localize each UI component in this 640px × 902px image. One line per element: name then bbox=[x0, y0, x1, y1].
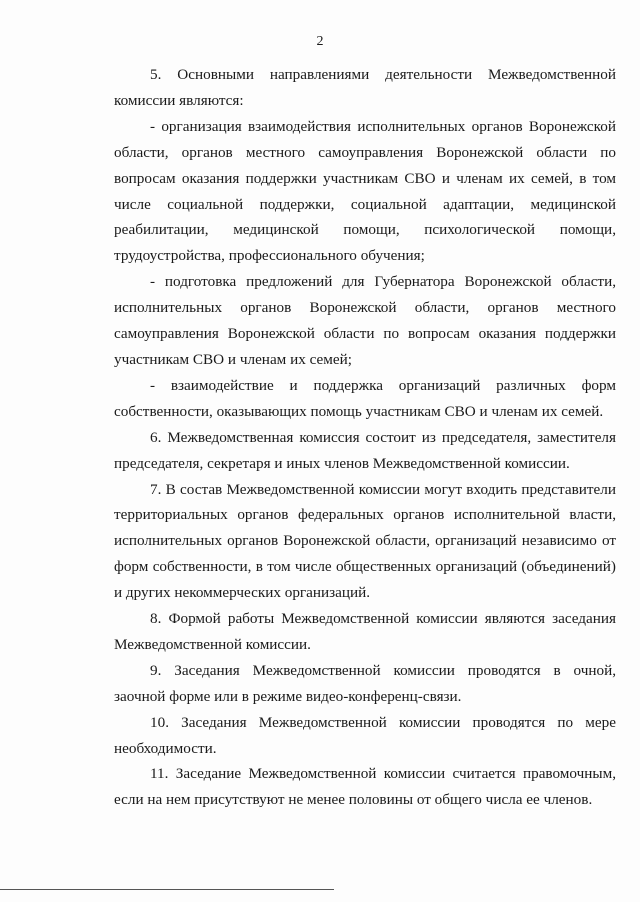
document-body bbox=[114, 62, 616, 813]
paragraph-5-item-2: - подготовка предложений для Губернатора Воронежской области, исполнительных органов Воронежской области, органов местного самоуправления Воронежской области по вопросам оказания поддержки участникам СВО и членам их семей; bbox=[114, 273, 616, 368]
footer-rule bbox=[0, 889, 334, 890]
page-number: 2 bbox=[316, 34, 324, 49]
paragraph-5: 5. Основными направлениями деятельности Межведомственной комиссии являются: bbox=[114, 66, 616, 109]
paragraph-5-item-3: - взаимодействие и поддержка организаций различных форм собственности, оказывающих помощь участникам СВО и членам их семей. bbox=[114, 376, 616, 420]
paragraph-7: 7. В состав Межведомственной комиссии могут входить представители территориальных органов федеральных органов исполнительной власти, исполнительных органов Воронежской области, организаций независимо от форм собственности, в том числе общественных организаций (объединений) и других некоммерческих организаций. bbox=[114, 480, 616, 602]
paragraph-6: 6. Межведомственная комиссия состоит из председателя, заместителя председателя, секретаря и иных членов Межведомственной комиссии. bbox=[114, 428, 616, 472]
paragraph-11: 11. Заседание Межведомственной комиссии считается правомочным, если на нем присутствуют не менее половины от общего числа ее членов. bbox=[114, 765, 616, 809]
paragraph-8: 8. Формой работы Межведомственной комиссии являются заседания Межведомственной комиссии. bbox=[114, 610, 616, 653]
paragraph-5-item-1: - организация взаимодействия исполнительных органов Воронежской области, органов местного самоуправления Воронежской области по вопросам оказания поддержки участникам СВО и членам их семей, в том числе социальной поддержки, социальной адаптации, медицинской реабилитации, медицинской помощи, психологической помощи, трудоустройства, профессионального обучения; bbox=[114, 117, 616, 265]
paragraph-9: 9. Заседания Межведомственной комиссии проводятся в очной, заочной форме или в режиме видео-конференц-связи. bbox=[114, 661, 616, 705]
paragraph-10: 10. Заседания Межведомственной комиссии проводятся по мере необходимости. bbox=[114, 713, 616, 757]
